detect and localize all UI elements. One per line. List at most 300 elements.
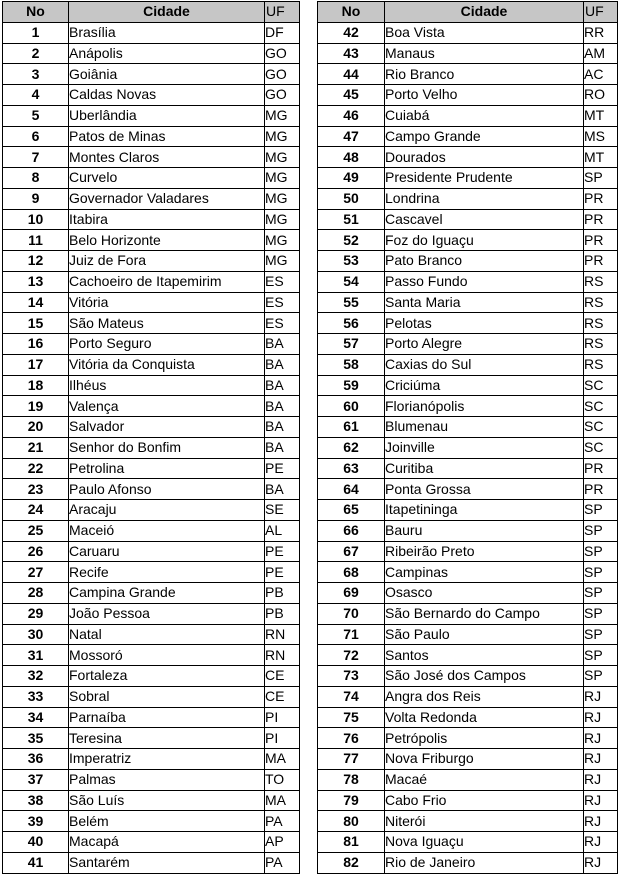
table-row bbox=[3, 437, 300, 458]
state-code: MG bbox=[265, 147, 300, 168]
table-row bbox=[318, 43, 618, 64]
row-number: 13 bbox=[3, 271, 69, 292]
row-number: 35 bbox=[3, 728, 69, 749]
state-code: RO bbox=[584, 85, 618, 106]
row-number: 15 bbox=[3, 313, 69, 334]
state-code: RJ bbox=[584, 769, 618, 790]
state-code: PR bbox=[584, 188, 618, 209]
table-row bbox=[3, 666, 300, 687]
row-number: 18 bbox=[3, 375, 69, 396]
row-number: 43 bbox=[318, 43, 385, 64]
row-number: 11 bbox=[3, 230, 69, 251]
table-row bbox=[318, 520, 618, 541]
state-code: CE bbox=[265, 666, 300, 687]
row-number: 60 bbox=[318, 396, 385, 417]
row-number: 47 bbox=[318, 126, 385, 147]
table-row bbox=[318, 603, 618, 624]
city-name: Petrópolis bbox=[385, 728, 584, 749]
city-name: Natal bbox=[69, 624, 265, 645]
city-name: Caldas Novas bbox=[69, 85, 265, 106]
table-row bbox=[3, 85, 300, 106]
row-number: 27 bbox=[3, 562, 69, 583]
state-code: RJ bbox=[584, 749, 618, 770]
city-name: Rio de Janeiro bbox=[385, 852, 584, 873]
row-number: 12 bbox=[3, 251, 69, 272]
city-name: Vitória bbox=[69, 292, 265, 313]
city-name: Londrina bbox=[385, 188, 584, 209]
city-name: Cabo Frio bbox=[385, 790, 584, 811]
row-number: 37 bbox=[3, 769, 69, 790]
table-row bbox=[318, 147, 618, 168]
table-row bbox=[3, 541, 300, 562]
city-name: Caxias do Sul bbox=[385, 354, 584, 375]
table-row bbox=[318, 417, 618, 438]
table-row bbox=[318, 562, 618, 583]
city-name: Porto Seguro bbox=[69, 334, 265, 355]
city-name: Cachoeiro de Itapemirim bbox=[69, 271, 265, 292]
city-name: São Mateus bbox=[69, 313, 265, 334]
row-number: 33 bbox=[3, 686, 69, 707]
city-name: Recife bbox=[69, 562, 265, 583]
state-code: GO bbox=[265, 64, 300, 85]
table-row bbox=[3, 375, 300, 396]
row-number: 29 bbox=[3, 603, 69, 624]
table-row bbox=[3, 188, 300, 209]
city-name: Belém bbox=[69, 811, 265, 832]
city-name: Parnaíba bbox=[69, 707, 265, 728]
city-name: João Pessoa bbox=[69, 603, 265, 624]
city-name: Cuiabá bbox=[385, 105, 584, 126]
state-code: AL bbox=[265, 520, 300, 541]
state-code: SP bbox=[584, 541, 618, 562]
state-code: SP bbox=[584, 645, 618, 666]
table-row bbox=[3, 271, 300, 292]
city-name: Sobral bbox=[69, 686, 265, 707]
state-code: MG bbox=[265, 251, 300, 272]
city-name: Valença bbox=[69, 396, 265, 417]
row-number: 39 bbox=[3, 811, 69, 832]
table-row bbox=[3, 749, 300, 770]
row-number: 32 bbox=[3, 666, 69, 687]
row-number: 76 bbox=[318, 728, 385, 749]
table-row bbox=[318, 354, 618, 375]
state-code: GO bbox=[265, 43, 300, 64]
table-row bbox=[318, 85, 618, 106]
row-number: 69 bbox=[318, 583, 385, 604]
row-number: 55 bbox=[318, 292, 385, 313]
row-number: 64 bbox=[318, 479, 385, 500]
table-row bbox=[318, 251, 618, 272]
state-code: PB bbox=[265, 583, 300, 604]
table-row bbox=[3, 209, 300, 230]
city-name: Manaus bbox=[385, 43, 584, 64]
state-code: MA bbox=[265, 790, 300, 811]
state-code: SP bbox=[584, 666, 618, 687]
row-number: 56 bbox=[318, 313, 385, 334]
city-name: Volta Redonda bbox=[385, 707, 584, 728]
row-number: 59 bbox=[318, 375, 385, 396]
table-row bbox=[3, 562, 300, 583]
table-row bbox=[318, 437, 618, 458]
state-code: PR bbox=[584, 458, 618, 479]
state-code: MA bbox=[265, 749, 300, 770]
row-number: 49 bbox=[318, 168, 385, 189]
row-number: 78 bbox=[318, 769, 385, 790]
state-code: PA bbox=[265, 852, 300, 873]
city-name: Bauru bbox=[385, 520, 584, 541]
city-name: Macapá bbox=[69, 832, 265, 853]
state-code: MS bbox=[584, 126, 618, 147]
row-number: 20 bbox=[3, 417, 69, 438]
state-code: RS bbox=[584, 334, 618, 355]
state-code: RJ bbox=[584, 728, 618, 749]
state-code: SP bbox=[584, 583, 618, 604]
city-name: Porto Velho bbox=[385, 85, 584, 106]
row-number: 5 bbox=[3, 105, 69, 126]
city-name: Caruaru bbox=[69, 541, 265, 562]
state-code: SP bbox=[584, 562, 618, 583]
city-name: Campinas bbox=[385, 562, 584, 583]
row-number: 80 bbox=[318, 811, 385, 832]
state-code: PE bbox=[265, 458, 300, 479]
table-row bbox=[3, 168, 300, 189]
city-name: Florianópolis bbox=[385, 396, 584, 417]
table-row bbox=[3, 520, 300, 541]
row-number: 51 bbox=[318, 209, 385, 230]
table-row bbox=[3, 22, 300, 43]
city-name: Santos bbox=[385, 645, 584, 666]
city-name: Patos de Minas bbox=[69, 126, 265, 147]
state-code: RJ bbox=[584, 707, 618, 728]
city-name: Ilhéus bbox=[69, 375, 265, 396]
table-row bbox=[3, 728, 300, 749]
state-code: SP bbox=[584, 520, 618, 541]
state-code: PB bbox=[265, 603, 300, 624]
state-code: MG bbox=[265, 209, 300, 230]
table-row bbox=[3, 126, 300, 147]
state-code: RJ bbox=[584, 790, 618, 811]
state-code: PE bbox=[265, 541, 300, 562]
row-number: 62 bbox=[318, 437, 385, 458]
state-code: MT bbox=[584, 105, 618, 126]
table-row bbox=[318, 22, 618, 43]
row-number: 68 bbox=[318, 562, 385, 583]
table-row bbox=[3, 230, 300, 251]
table-row bbox=[3, 43, 300, 64]
city-name: Ponta Grossa bbox=[385, 479, 584, 500]
city-name: Foz do Iguaçu bbox=[385, 230, 584, 251]
state-code: MG bbox=[265, 168, 300, 189]
state-code: BA bbox=[265, 334, 300, 355]
row-number: 41 bbox=[3, 852, 69, 873]
state-code: SC bbox=[584, 437, 618, 458]
state-code: SC bbox=[584, 417, 618, 438]
table-row bbox=[318, 686, 618, 707]
state-code: AM bbox=[584, 43, 618, 64]
table-row bbox=[318, 749, 618, 770]
table-row bbox=[318, 292, 618, 313]
state-code: RS bbox=[584, 313, 618, 334]
state-code: ES bbox=[265, 271, 300, 292]
table-row bbox=[3, 417, 300, 438]
row-number: 36 bbox=[3, 749, 69, 770]
row-number: 38 bbox=[3, 790, 69, 811]
row-number: 72 bbox=[318, 645, 385, 666]
header-no: No bbox=[318, 2, 385, 23]
city-name: Anápolis bbox=[69, 43, 265, 64]
city-name: Vitória da Conquista bbox=[69, 354, 265, 375]
row-number: 57 bbox=[318, 334, 385, 355]
table-row bbox=[318, 396, 618, 417]
row-number: 45 bbox=[318, 85, 385, 106]
state-code: SP bbox=[584, 168, 618, 189]
table-row bbox=[3, 479, 300, 500]
row-number: 42 bbox=[318, 22, 385, 43]
table-row bbox=[318, 334, 618, 355]
table-row bbox=[318, 479, 618, 500]
state-code: RJ bbox=[584, 686, 618, 707]
state-code: BA bbox=[265, 417, 300, 438]
row-number: 48 bbox=[318, 147, 385, 168]
city-name: Maceió bbox=[69, 520, 265, 541]
state-code: ES bbox=[265, 292, 300, 313]
header-city: Cidade bbox=[69, 2, 265, 23]
city-table-right bbox=[317, 1, 618, 874]
city-name: Mossoró bbox=[69, 645, 265, 666]
table-row bbox=[318, 832, 618, 853]
state-code: BA bbox=[265, 396, 300, 417]
city-name: Santa Maria bbox=[385, 292, 584, 313]
state-code: SC bbox=[584, 396, 618, 417]
state-code: AC bbox=[584, 64, 618, 85]
city-name: Uberlândia bbox=[69, 105, 265, 126]
row-number: 79 bbox=[318, 790, 385, 811]
row-number: 54 bbox=[318, 271, 385, 292]
row-number: 52 bbox=[318, 230, 385, 251]
table-row bbox=[318, 209, 618, 230]
row-number: 7 bbox=[3, 147, 69, 168]
state-code: PA bbox=[265, 811, 300, 832]
city-name: Nova Iguaçu bbox=[385, 832, 584, 853]
city-name: São Bernardo do Campo bbox=[385, 603, 584, 624]
state-code: SP bbox=[584, 500, 618, 521]
table-row bbox=[3, 624, 300, 645]
table-row bbox=[318, 666, 618, 687]
state-code: PR bbox=[584, 479, 618, 500]
state-code: SP bbox=[584, 603, 618, 624]
row-number: 63 bbox=[318, 458, 385, 479]
city-name: Governador Valadares bbox=[69, 188, 265, 209]
row-number: 44 bbox=[318, 64, 385, 85]
table-row bbox=[3, 811, 300, 832]
table-row bbox=[318, 811, 618, 832]
city-name: Dourados bbox=[385, 147, 584, 168]
city-name: Brasília bbox=[69, 22, 265, 43]
city-name: Fortaleza bbox=[69, 666, 265, 687]
state-code: PI bbox=[265, 707, 300, 728]
table-row bbox=[318, 624, 618, 645]
row-number: 71 bbox=[318, 624, 385, 645]
state-code: RJ bbox=[584, 832, 618, 853]
state-code: SC bbox=[584, 375, 618, 396]
city-name: Goiânia bbox=[69, 64, 265, 85]
table-row bbox=[3, 583, 300, 604]
state-code: RS bbox=[584, 354, 618, 375]
city-name: Montes Claros bbox=[69, 147, 265, 168]
city-name: Macaé bbox=[385, 769, 584, 790]
table-header-row bbox=[318, 2, 618, 23]
row-number: 25 bbox=[3, 520, 69, 541]
state-code: MG bbox=[265, 105, 300, 126]
table-row bbox=[318, 500, 618, 521]
city-name: Curitiba bbox=[385, 458, 584, 479]
row-number: 6 bbox=[3, 126, 69, 147]
state-code: MG bbox=[265, 126, 300, 147]
row-number: 30 bbox=[3, 624, 69, 645]
city-name: São Luís bbox=[69, 790, 265, 811]
row-number: 46 bbox=[318, 105, 385, 126]
city-name: Blumenau bbox=[385, 417, 584, 438]
table-row bbox=[3, 334, 300, 355]
row-number: 75 bbox=[318, 707, 385, 728]
city-name: Niterói bbox=[385, 811, 584, 832]
state-code: PI bbox=[265, 728, 300, 749]
state-code: BA bbox=[265, 375, 300, 396]
state-code: RN bbox=[265, 645, 300, 666]
city-name: Salvador bbox=[69, 417, 265, 438]
table-row bbox=[318, 707, 618, 728]
city-name: São José dos Campos bbox=[385, 666, 584, 687]
table-row bbox=[3, 769, 300, 790]
state-code: SE bbox=[265, 500, 300, 521]
row-number: 16 bbox=[3, 334, 69, 355]
table-header-row bbox=[3, 2, 300, 23]
state-code: AP bbox=[265, 832, 300, 853]
city-name: Imperatriz bbox=[69, 749, 265, 770]
row-number: 67 bbox=[318, 541, 385, 562]
state-code: MT bbox=[584, 147, 618, 168]
city-name: Juiz de Fora bbox=[69, 251, 265, 272]
table-body bbox=[318, 22, 618, 873]
city-name: Belo Horizonte bbox=[69, 230, 265, 251]
header-uf: UF bbox=[584, 2, 618, 23]
table-row bbox=[3, 147, 300, 168]
row-number: 9 bbox=[3, 188, 69, 209]
state-code: MG bbox=[265, 188, 300, 209]
city-name: Aracaju bbox=[69, 500, 265, 521]
table-row bbox=[3, 396, 300, 417]
table-row bbox=[318, 458, 618, 479]
state-code: PR bbox=[584, 230, 618, 251]
table-row bbox=[318, 852, 618, 873]
row-number: 34 bbox=[3, 707, 69, 728]
state-code: SP bbox=[584, 624, 618, 645]
row-number: 66 bbox=[318, 520, 385, 541]
table-row bbox=[318, 168, 618, 189]
table-row bbox=[3, 105, 300, 126]
state-code: RN bbox=[265, 624, 300, 645]
state-code: BA bbox=[265, 437, 300, 458]
city-name: Presidente Prudente bbox=[385, 168, 584, 189]
row-number: 31 bbox=[3, 645, 69, 666]
row-number: 23 bbox=[3, 479, 69, 500]
city-name: Cascavel bbox=[385, 209, 584, 230]
row-number: 81 bbox=[318, 832, 385, 853]
state-code: ES bbox=[265, 313, 300, 334]
table-row bbox=[318, 728, 618, 749]
city-name: Paulo Afonso bbox=[69, 479, 265, 500]
city-name: Petrolina bbox=[69, 458, 265, 479]
state-code: GO bbox=[265, 85, 300, 106]
city-name: Campina Grande bbox=[69, 583, 265, 604]
table-row bbox=[3, 500, 300, 521]
row-number: 74 bbox=[318, 686, 385, 707]
table-row bbox=[318, 126, 618, 147]
state-code: PR bbox=[584, 209, 618, 230]
table-row bbox=[3, 686, 300, 707]
row-number: 70 bbox=[318, 603, 385, 624]
city-name: São Paulo bbox=[385, 624, 584, 645]
table-row bbox=[3, 251, 300, 272]
city-name: Itapetininga bbox=[385, 500, 584, 521]
row-number: 24 bbox=[3, 500, 69, 521]
state-code: DF bbox=[265, 22, 300, 43]
state-code: MG bbox=[265, 230, 300, 251]
state-code: RS bbox=[584, 271, 618, 292]
state-code: RR bbox=[584, 22, 618, 43]
state-code: RJ bbox=[584, 852, 618, 873]
city-name: Senhor do Bonfim bbox=[69, 437, 265, 458]
table-row bbox=[3, 292, 300, 313]
table-row bbox=[3, 603, 300, 624]
state-code: RJ bbox=[584, 811, 618, 832]
city-name: Palmas bbox=[69, 769, 265, 790]
row-number: 58 bbox=[318, 354, 385, 375]
city-name: Pelotas bbox=[385, 313, 584, 334]
table-row bbox=[3, 645, 300, 666]
state-code: PR bbox=[584, 251, 618, 272]
city-name: Osasco bbox=[385, 583, 584, 604]
table-row bbox=[318, 645, 618, 666]
city-name: Rio Branco bbox=[385, 64, 584, 85]
state-code: BA bbox=[265, 479, 300, 500]
city-name: Teresina bbox=[69, 728, 265, 749]
table-row bbox=[3, 313, 300, 334]
state-code: CE bbox=[265, 686, 300, 707]
row-number: 3 bbox=[3, 64, 69, 85]
table-row bbox=[3, 64, 300, 85]
table-row bbox=[318, 769, 618, 790]
header-no: No bbox=[3, 2, 69, 23]
table-row bbox=[3, 458, 300, 479]
city-name: Santarém bbox=[69, 852, 265, 873]
row-number: 22 bbox=[3, 458, 69, 479]
table-row bbox=[3, 354, 300, 375]
row-number: 26 bbox=[3, 541, 69, 562]
state-code: PE bbox=[265, 562, 300, 583]
state-code: BA bbox=[265, 354, 300, 375]
table-row bbox=[3, 790, 300, 811]
row-number: 65 bbox=[318, 500, 385, 521]
row-number: 14 bbox=[3, 292, 69, 313]
city-name: Criciúma bbox=[385, 375, 584, 396]
row-number: 77 bbox=[318, 749, 385, 770]
city-name: Itabira bbox=[69, 209, 265, 230]
row-number: 61 bbox=[318, 417, 385, 438]
row-number: 53 bbox=[318, 251, 385, 272]
table-row bbox=[318, 64, 618, 85]
table-row bbox=[318, 105, 618, 126]
